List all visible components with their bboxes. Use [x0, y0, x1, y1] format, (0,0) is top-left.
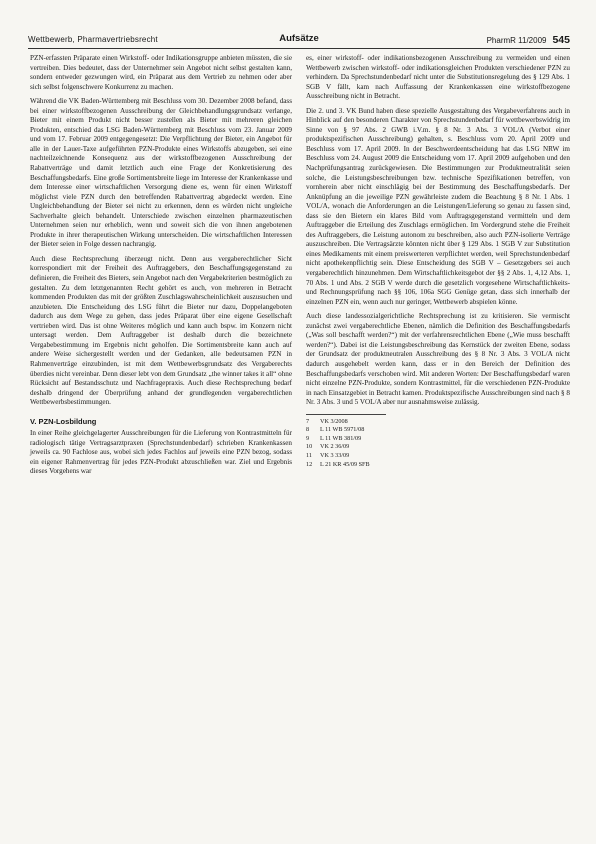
- journal-issue: PharmR 11/2009: [486, 36, 547, 45]
- footnote: 11 VK 3 33/09: [306, 452, 350, 460]
- paragraph: Auch diese Rechtsprechung überzeugt nicht. Denn aus vergaberechtlicher Sicht korrespondiert mit der Freiheit des Auftraggebers, den Beschaffungsgegenstand zu definieren, die Freiheit des Bieters, sein Angebot nach den Vergabekriterien bestmöglich zu gestalten. Zu dem letztgenannten Recht gehört es auch, von mehreren in Betracht kommenden Produkten das mit der größten Zuschlagswahrscheinlichkeit auszusuchen und anzubieten. Die Entscheidung des LSG führt die Bieter nur dazu, Doppelangeboten dadurch aus dem Wege zu gehen, dass jedes Präparat über eine eigene Gesellschaft vertrieben wird. Das ist ohne Weiteres möglich und kann auch bspw. im Konzern nicht untersagt werden. Dem Auftraggeber ist deshalb durch die bezeichnete Vergabebestimmung im Ergebnis nicht geholfen. Die Sortimentsbreite kann auch auf andere Weise sichergestellt werden und der Gedanken, alle bedeutsamen PZN in Rahmenverträge einzubinden, ist mit dem Wettbewerbsgrundsatz des Vergaberechts überdies nicht vereinbar. Denn dieser lebt von dem Grundsatz „the winner takes it all“ ohne Rücksicht auf Bestandsschutz und Nachfragepraxis. Auch diese Rechtsprechung bedarf deshalb dringend der Überprüfung anhand der grundlegenden vergaberechtlichen Wettbewerbsbestimmungen.: [30, 254, 292, 407]
- footnote: 9 L 11 WB 381/09: [306, 434, 362, 442]
- right-column: [306, 54, 570, 469]
- paragraph: Auch diese landessozialgerichtliche Rechtsprechung ist zu kritisieren. Sie vermischt zunächst zwei vergaberechtliche Ebenen, nämlich die Definition des Beschaffungsbedarfs („Was soll beschafft werden?“) mit der verfahrensrechtlichen Ebene („Wie muss beschafft werden?“). Dabei ist die Leistungsbeschreibung das Kernstück der zweiten Ebene, sodass der Grundsatz der produktneutralen Ausschreibung des § 8 Nr. 3 Abs. 3 VOL/A nicht dadurch ausgehebelt werden kann, dass er in den Bereich der Definition des Beschaffungsbedarfs verschoben wird. Mit anderen Worten: Der Beschaffungsbedarf waren nicht einzelne PZN-Produkte, sondern Kontrastmittel, für die verschiedenen PZN-Produkte in nach Einsatzgebiet in Betracht kamen. Produktspezifische Ausschreibungen sind nach § 8 Nr. 3 Abs. 3 und 5 VOL/A aber nur ausnahmsweise zulässig.: [306, 312, 570, 407]
- section-heading: V. PZN-Losbildung: [30, 416, 97, 426]
- header-journal: [487, 34, 570, 46]
- footnote: 10 VK 2 36/09: [306, 443, 350, 451]
- paragraph: PZN-erfassten Präparate einen Wirkstoff- oder Indikationsgruppe anbieten müssten, die sie vertreiben. Dies bedeutet, dass der Unternehmer sein Angebot nicht selbst gestalten kann, sondern entweder gezwungen wird, ein Präparat aus dem Vertrieb zu nehmen oder aber sich selbst folgenschwere Konkurrenz zu machen.: [30, 54, 292, 91]
- paragraph: es, einer wirkstoff- oder indikationsbezogenen Ausschreibung zu vermeiden und einen Wettbewerb zwischen wirkstoff- oder indikationsgleichen Produkten verschiedener PZN zu verhindern. Da Sprechstundenbedarf nicht unter die Substitutionsregelung des § 129 Abs. 1 SGB V fällt, kam nach Auffassung der Krankenkassen eine wirkstoffbezogene Ausschreibung nicht in Betracht.: [306, 54, 570, 101]
- header-category: Aufsätze: [279, 33, 319, 44]
- footnote: 12 L 21 KR 45/09 SFB: [306, 460, 370, 468]
- page-number: 545: [552, 34, 570, 46]
- header-section-title: Wettbewerb, Pharmavertriebsrecht: [28, 35, 158, 44]
- footnote: 8 L 11 WB 5971/08: [306, 426, 365, 434]
- paragraph: Die 2. und 3. VK Bund haben diese spezielle Ausgestaltung des Vergabeverfahrens auch in Hinblick auf den besonderen Charakter von Sprechstundenbedarf für wettbewerbswidrig im Sinne von § 97 Abs. 2 GWB i.V.m. § 8 Nr. 3 Abs. 3 VOL/A (Verbot einer produktspezifischen Ausschreibung) gehalten, s. Beschluss vom 20. April 2009 und Beschluss vom 17. April 2009. In der Beschwerdeentscheidung hat das LSG NRW im Beschluss vom 24. August 2009 die Entscheidung vom 17. April 2009 aufgehoben und den Nachprüfungsantrag zurückgewiesen. Die Bestimmungen zur Produktneutralität seien solche, die Leistungsbeschreibungen bzw. technische Spezifikationen betreffen, von vornherein aber nicht einschlägig bei der Bestimmung des Beschaffungsbedarfs. Der Anknüpfung an die jeweilige PZN gewährleiste zudem die Beachtung § 8 Nr. 1 Abs. 1 VOL/A, wonach die Anforderungen an die Leistungen/Lieferung so genau zu fassen sind, dass sie den Bietern ein klares Bild vom Auftragsgegenstand vermitteln und dem Auftraggeber die Erteilung des Zuschlags ermöglichen. Im Vordergrund stehe die Freiheit des Auftraggebers, die Leistung autonom zu beschreiben, also auch PZN-isolierte Verträge auszuschreiben. Die Vertragsärzte könnten nicht über § 129 Abs. 1 SGB V zur Substitution eines Medikaments mit einem preiswerteren verpflichtet werden, weil Sprechstundenbedarf nicht apothekenpflichtig sein. Diese Entscheidung des SGB V – Gesetzgebers sei auch vergaberechtlich hinzunehmen. Dem Wirtschaftlichkeitsgebot der §§ 2 Abs. 1, 4,12 Abs. 1, 70 Abs. 1 und Abs. 2 SGB V werde durch die gesetzlich vorgesehene Wirtschaftlichkeits- und Rechnungsprüfung nach §§ 106, 106a SGG Genüge getan, dass sich innerhalb der einzelnen PZN ein, wenn auch nur geringer, Wettbewerb abspielen könne.: [306, 106, 570, 306]
- footnotes: [306, 418, 570, 470]
- paragraph: In einer Reihe gleichgelagerter Ausschreibungen für die Lieferung von Kontrastmitteln für radiologisch tätige Vertragsarztpraxen (Sprechstundenbedarf) schrieben Krankenkassen jeweils ca. 90 Fachlose aus, wobei sich jedes Fachlos auf jeweils eine PZN bezog, sodass ein eigener Rahmenvertrag für jedes PZN-Produkt abzuschließen war. Ziel und Ergebnis dieses Vorgehens war: [30, 429, 292, 476]
- running-header: [28, 32, 570, 49]
- footnote: 7 VK 3/2008: [306, 417, 348, 425]
- paragraph: Während die VK Baden-Württemberg mit Beschluss vom 30. Dezember 2008 befand, dass bei einer wirkstoffbezogenen Ausschreibung der Gleichbehandlungsgrundsatz verlange, Bieter mit einem Produkt nicht besser zustellen als Bieter mit mehreren gleichen Produkten, entschied das LSG Baden-Württemberg mit Beschluss vom 23. Januar 2009 und vom 17. Februar 2009 entgegengesetzt: Die Verpflichtung der Bieter, ein Angebot für alle in der Lauer-Taxe aufgeführten PZN-Produkte eines Wirkstoffs abzugeben, sei eine nachteilzeichnende Konsequenz aus der wirkstoffbezogenen Ausschreibung der Rabattverträge und damit letztlich auch eine Frage der Konkretisierung des Beschaffungsbedarfs. Eine große Sortimentsbreite liege im Interesse der Krankenkasse und dem Interesse einer wirtschaftlichen Versorgung diene es, wenn für einen Wirkstoff möglichst viele PZN durch den betreffenden Rabattvertrag abgedeckt werden. Eine Ungleichbehandlung der Bieter sei nicht zu erkennen, denn es würden nicht ungleiche Sachverhalte gleich behandelt. Unterschiede zwischen einzelnen pharmazeutischen Unternehmen seien nur erheblich, wenn und soweit sich die von ihnen angebotenen Produkte in ihrer therapeutischen Wirkung unterscheiden. Die wirtschaftlichen Interessen der Bieter seien in Folge dessen nachrangig.: [30, 97, 292, 249]
- left-column: [30, 54, 292, 482]
